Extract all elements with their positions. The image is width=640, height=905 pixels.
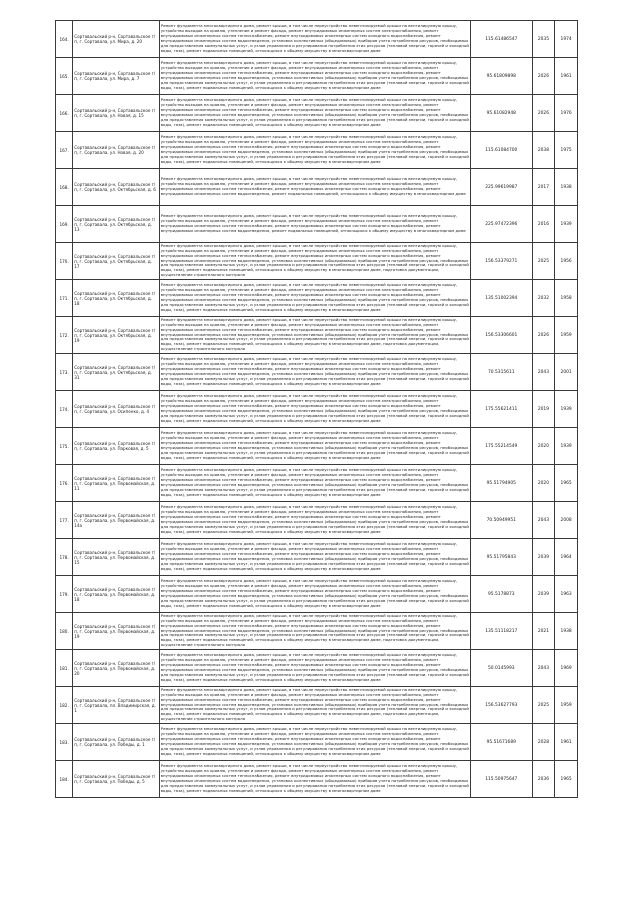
row-year-built: 1939 — [555, 391, 578, 428]
row-year-plan: 2039 — [532, 539, 555, 576]
row-works: Ремонт фундамента многоквартирного дома, ремонт крыши, в том числе переустройство невентилируемой крыши на вентилируемую крышу, устройство выходов на кровлю, утепление и ремонт фасада, ремонт внутридомовых инженерных систем электроснабжения, ремонт внутридомовых инженерных систем теплоснабжения, ремонт внутридомовых инженерных систем холодного водоснабжения, ремонт внутридомовых инженерных систем водоотведения, ремонт подвальных помещений, относящихся к общему имуществу в многоквартирном доме — [159, 169, 470, 206]
table-row — [56, 95, 578, 132]
row-number: 176. — [56, 465, 73, 502]
row-cost: 135.51118217 — [470, 613, 532, 650]
table-row — [56, 243, 578, 280]
row-number: 180. — [56, 613, 73, 650]
row-number: 165. — [56, 58, 73, 95]
row-number: 178. — [56, 539, 73, 576]
row-cost: 70.50949951 — [470, 502, 532, 539]
row-cost: 156.53379271 — [470, 243, 532, 280]
row-cost: 135.51002394 — [470, 280, 532, 317]
row-year-built: 1969 — [555, 650, 578, 687]
row-year-plan: 2020 — [532, 428, 555, 465]
row-number: 183. — [56, 724, 73, 761]
row-year-plan: 2020 — [532, 465, 555, 502]
row-number: 171. — [56, 280, 73, 317]
row-works: Ремонт фундамента многоквартирного дома, ремонт крыши, в том числе переустройство невентилируемой крыши на вентилируемую крышу, устройство выходов на кровлю, утепление и ремонт фасада, ремонт внутридомовых инженерных систем электроснабжения, ремонт внутридомовых инженерных систем теплоснабжения, ремонт внутридомовых инженерных систем холодного водоснабжения, ремонт внутридомовых инженерных систем водоотведения, ремонт подвальных помещений, относящихся к общему имуществу в многоквартирном доме — [159, 206, 470, 243]
table-body — [56, 21, 578, 798]
row-works: Ремонт фундамента многоквартирного дома, ремонт крыши, в том числе переустройство невентилируемой крыши на вентилируемую крышу, устройство выходов на кровлю, утепление и ремонт фасада, ремонт внутридомовых инженерных систем электроснабжения, ремонт внутридомовых инженерных систем теплоснабжения, ремонт внутридомовых инженерных систем холодного водоснабжения, ремонт внутридомовых инженерных систем водоотведения, установка коллективных (общедомовых) приборов учета потребления ресурсов, необходимых для предоставления коммунальных услуг, и узлов управления и регулирования потребления этих ресурсов (тепловой энергии, горячей и холодной воды, газа), ремонт подвальных помещений, относящихся к общему имуществу в многоквартирном доме — [159, 280, 470, 317]
row-year-plan: 2038 — [532, 132, 555, 169]
row-works: Ремонт фундамента многоквартирного дома, ремонт крыши, в том числе переустройство невентилируемой крыши на вентилируемую крышу, устройство выходов на кровлю, утепление и ремонт фасада, ремонт внутридомовых инженерных систем электроснабжения, ремонт внутридомовых инженерных систем теплоснабжения, ремонт внутридомовых инженерных систем холодного водоснабжения, ремонт внутридомовых инженерных систем водоотведения, установка коллективных (общедомовых) приборов учета потребления ресурсов, необходимых для предоставления коммунальных услуг, и узлов управления и регулирования потребления этих ресурсов (тепловой энергии, горячей и холодной воды, газа), ремонт подвальных помещений, относящихся к общему имуществу в многоквартирном доме, подготовка документации, осуществление строительного контроля — [159, 317, 470, 354]
row-year-built: 1958 — [555, 280, 578, 317]
row-address: Сортавальский р-н, Сортавальское г/п, г. Сортавала, ул. Первомайская, д. 15 — [73, 539, 159, 576]
row-number: 177. — [56, 502, 73, 539]
row-address: Сортавальский р-н, Сортавальское г/п, г. Сортавала, ул. Октябрьская, д. 19 — [73, 317, 159, 354]
row-year-plan: 2028 — [532, 724, 555, 761]
row-works: Ремонт фундамента многоквартирного дома, ремонт крыши, в том числе переустройство невентилируемой крыши на вентилируемую крышу, устройство выходов на кровлю, утепление и ремонт фасада, ремонт внутридомовых инженерных систем электроснабжения, ремонт внутридомовых инженерных систем теплоснабжения, ремонт внутридомовых инженерных систем холодного водоснабжения, ремонт внутридомовых инженерных систем водоотведения, установка коллективных (общедомовых) приборов учета потребления ресурсов, необходимых для предоставления коммунальных услуг, и узлов управления и регулирования потребления этих ресурсов (тепловой энергии, горячей и холодной воды, газа), ремонт подвальных помещений, относящихся к общему имуществу в многоквартирном доме — [159, 132, 470, 169]
row-number: 164. — [56, 21, 73, 58]
table-row — [56, 317, 578, 354]
row-year-built: 1964 — [555, 539, 578, 576]
row-address: Сортавальский р-н, Сортавальское г/п, г. Сортавала, ул. Первомайская, д. 11 — [73, 465, 159, 502]
table-row — [56, 21, 578, 58]
row-year-plan: 2019 — [532, 391, 555, 428]
row-year-built: 1961 — [555, 58, 578, 95]
table-row — [56, 132, 578, 169]
row-works: Ремонт фундамента многоквартирного дома, ремонт крыши, в том числе переустройство невентилируемой крыши на вентилируемую крышу, устройство выходов на кровлю, утепление и ремонт фасада, ремонт внутридомовых инженерных систем электроснабжения, ремонт внутридомовых инженерных систем теплоснабжения, ремонт внутридомовых инженерных систем холодного водоснабжения, ремонт внутридомовых инженерных систем водоотведения, установка коллективных (общедомовых) приборов учета потребления ресурсов, необходимых для предоставления коммунальных услуг, и узлов управления и регулирования потребления этих ресурсов (тепловой энергии, горячей и холодной воды, газа), ремонт подвальных помещений, относящихся к общему имуществу в многоквартирном доме — [159, 576, 470, 613]
row-address: Сортавальский р-н, Сортавальское г/п, г. Сортавала, ул. Первомайская, д. 19 — [73, 613, 159, 650]
row-works: Ремонт фундамента многоквартирного дома, ремонт крыши, в том числе переустройство невентилируемой крыши на вентилируемую крышу, устройство выходов на кровлю, утепление и ремонт фасада, ремонт внутридомовых инженерных систем электроснабжения, ремонт внутридомовых инженерных систем теплоснабжения, ремонт внутридомовых инженерных систем холодного водоснабжения, ремонт внутридомовых инженерных систем водоотведения, установка коллективных (общедомовых) приборов учета потребления ресурсов, необходимых для предоставления коммунальных услуг, и узлов управления и регулирования потребления этих ресурсов (тепловой энергии, горячей и холодной воды, газа), ремонт подвальных помещений, относящихся к общему имуществу в многоквартирном доме — [159, 465, 470, 502]
row-number: 167. — [56, 132, 73, 169]
row-works: Ремонт фундамента многоквартирного дома, ремонт крыши, в том числе переустройство невентилируемой крыши на вентилируемую крышу, устройство выходов на кровлю, утепление и ремонт фасада, ремонт внутридомовых инженерных систем электроснабжения, ремонт внутридомовых инженерных систем теплоснабжения, ремонт внутридомовых инженерных систем холодного водоснабжения, ремонт внутридомовых инженерных систем водоотведения, установка коллективных (общедомовых) приборов учета потребления ресурсов, необходимых для предоставления коммунальных услуг, и узлов управления и регулирования потребления этих ресурсов (тепловой энергии, горячей и холодной воды, газа), ремонт подвальных помещений, относящихся к общему имуществу в многоквартирном доме — [159, 761, 470, 798]
row-cost: 115.61486547 — [470, 21, 532, 58]
row-number: 168. — [56, 169, 73, 206]
table-row — [56, 354, 578, 391]
row-year-built: 1976 — [555, 95, 578, 132]
row-works: Ремонт фундамента многоквартирного дома, ремонт крыши, в том числе переустройство невентилируемой крыши на вентилируемую крышу, устройство выходов на кровлю, утепление и ремонт фасада, ремонт внутридомовых инженерных систем электроснабжения, ремонт внутридомовых инженерных систем теплоснабжения, ремонт внутридомовых инженерных систем холодного водоснабжения, ремонт внутридомовых инженерных систем водоотведения, установка коллективных (общедомовых) приборов учета потребления ресурсов, необходимых для предоставления коммунальных услуг, и узлов управления и регулирования потребления этих ресурсов (тепловой энергии, горячей и холодной воды, газа), ремонт подвальных помещений, относящихся к общему имуществу в многоквартирном доме — [159, 21, 470, 58]
row-year-built: 1959 — [555, 317, 578, 354]
row-number: 174. — [56, 391, 73, 428]
row-number: 166. — [56, 95, 73, 132]
row-address: Сортавальский р-н, Сортавальское г/п, г. Сортавала, ул. Октябрьская, д. 17 — [73, 243, 159, 280]
row-cost: 156.53306601 — [470, 317, 532, 354]
table-row — [56, 761, 578, 798]
row-works: Ремонт фундамента многоквартирного дома, ремонт крыши, в том числе переустройство невентилируемой крыши на вентилируемую крышу, устройство выходов на кровлю, утепление и ремонт фасада, ремонт внутридомовых инженерных систем электроснабжения, ремонт внутридомовых инженерных систем теплоснабжения, ремонт внутридомовых инженерных систем холодного водоснабжения, ремонт внутридомовых инженерных систем водоотведения, установка коллективных (общедомовых) приборов учета потребления ресурсов, необходимых для предоставления коммунальных услуг, и узлов управления и регулирования потребления этих ресурсов (тепловой энергии, горячей и холодной воды, газа), ремонт подвальных помещений, относящихся к общему имуществу в многоквартирном доме — [159, 539, 470, 576]
row-cost: 115.50975647 — [470, 761, 532, 798]
row-year-built: 1975 — [555, 132, 578, 169]
row-cost: 95.61809898 — [470, 58, 532, 95]
table-row — [56, 650, 578, 687]
row-year-plan: 2017 — [532, 169, 555, 206]
row-works: Ремонт фундамента многоквартирного дома, ремонт крыши, в том числе переустройство невентилируемой крыши на вентилируемую крышу, устройство выходов на кровлю, утепление и ремонт фасада, ремонт внутридомовых инженерных систем электроснабжения, ремонт внутридомовых инженерных систем теплоснабжения, ремонт внутридомовых инженерных систем холодного водоснабжения, ремонт внутридомовых инженерных систем водоотведения, установка коллективных (общедомовых) приборов учета потребления ресурсов, необходимых для предоставления коммунальных услуг, и узлов управления и регулирования потребления этих ресурсов (тепловой энергии, горячей и холодной воды, газа), ремонт подвальных помещений, относящихся к общему имуществу в многоквартирном доме, подготовка документации, осуществление строительного контроля — [159, 687, 470, 724]
row-cost: 95.61082948 — [470, 95, 532, 132]
row-works: Ремонт фундамента многоквартирного дома, ремонт крыши, в том числе переустройство невентилируемой крыши на вентилируемую крышу, устройство выходов на кровлю, утепление и ремонт фасада, ремонт внутридомовых инженерных систем электроснабжения, ремонт внутридомовых инженерных систем теплоснабжения, ремонт внутридомовых инженерных систем холодного водоснабжения, ремонт внутридомовых инженерных систем водоотведения, установка коллективных (общедомовых) приборов учета потребления ресурсов, необходимых для предоставления коммунальных услуг, и узлов управления и регулирования потребления этих ресурсов (тепловой энергии, горячей и холодной воды, газа), ремонт подвальных помещений, относящихся к общему имуществу в многоквартирном доме — [159, 58, 470, 95]
row-year-built: 1963 — [555, 576, 578, 613]
row-year-built: 2008 — [555, 502, 578, 539]
row-cost: 95.51794905 — [470, 465, 532, 502]
table-row — [56, 391, 578, 428]
table-row — [56, 576, 578, 613]
row-works: Ремонт фундамента многоквартирного дома, ремонт крыши, в том числе переустройство невентилируемой крыши на вентилируемую крышу, устройство выходов на кровлю, утепление и ремонт фасада, ремонт внутридомовых инженерных систем электроснабжения, ремонт внутридомовых инженерных систем теплоснабжения, ремонт внутридомовых инженерных систем холодного водоснабжения, ремонт внутридомовых инженерных систем водоотведения, установка коллективных (общедомовых) приборов учета потребления ресурсов, необходимых для предоставления коммунальных услуг, и узлов управления и регулирования потребления этих ресурсов (тепловой энергии, горячей и холодной воды, газа), ремонт подвальных помещений, относящихся к общему имуществу в многоквартирном доме, подготовка документации, осуществление строительного контроля — [159, 243, 470, 280]
row-works: Ремонт фундамента многоквартирного дома, ремонт крыши, в том числе переустройство невентилируемой крыши на вентилируемую крышу, устройство выходов на кровлю, утепление и ремонт фасада, ремонт внутридомовых инженерных систем электроснабжения, ремонт внутридомовых инженерных систем теплоснабжения, ремонт внутридомовых инженерных систем холодного водоснабжения, ремонт внутридомовых инженерных систем водоотведения, установка коллективных (общедомовых) приборов учета потребления ресурсов, необходимых для предоставления коммунальных услуг, и узлов управления и регулирования потребления этих ресурсов (тепловой энергии, горячей и холодной воды, газа), ремонт подвальных помещений, относящихся к общему имуществу в многоквартирном доме — [159, 391, 470, 428]
row-address: Сортавальский р-н, Сортавальское г/п, г. Сортавала, ул. Октябрьская, д. 6 — [73, 169, 159, 206]
row-cost: 225.97472396 — [470, 206, 532, 243]
table-row — [56, 428, 578, 465]
row-cost: 175.55621411 — [470, 391, 532, 428]
table-row — [56, 724, 578, 761]
row-address: Сортавальский р-н, Сортавальское г/п, г. Сортавала, ул. Первомайская, д. 20 — [73, 650, 159, 687]
row-works: Ремонт фундамента многоквартирного дома, ремонт крыши, в том числе переустройство невентилируемой крыши на вентилируемую крышу, устройство выходов на кровлю, утепление и ремонт фасада, ремонт внутридомовых инженерных систем электроснабжения, ремонт внутридомовых инженерных систем теплоснабжения, ремонт внутридомовых инженерных систем холодного водоснабжения, ремонт внутридомовых инженерных систем водоотведения, установка коллективных (общедомовых) приборов учета потребления ресурсов, необходимых для предоставления коммунальных услуг, и узлов управления и регулирования потребления этих ресурсов (тепловой энергии, горячей и холодной воды, газа), ремонт подвальных помещений, относящихся к общему имуществу в многоквартирном доме — [159, 724, 470, 761]
row-year-plan: 2016 — [532, 206, 555, 243]
row-address: Сортавальский р-н, Сортавальское г/п, г. Сортавала, ул. Первомайская, д. 18 — [73, 576, 159, 613]
row-address: Сортавальский р-н, Сортавальское г/п, г. Сортавала, ул. Первомайская, д. 14а — [73, 502, 159, 539]
row-year-plan: 2021 — [532, 613, 555, 650]
row-year-built: 1974 — [555, 21, 578, 58]
row-cost: 175.55214549 — [470, 428, 532, 465]
row-year-plan: 2026 — [532, 95, 555, 132]
row-cost: 70.5315611 — [470, 354, 532, 391]
row-address: Сортавальский р-н, Сортавальское г/п, г. Сортавала, ул. Парковая, д. 5 — [73, 428, 159, 465]
table-row — [56, 58, 578, 95]
table-row — [56, 280, 578, 317]
table-row — [56, 465, 578, 502]
row-cost: 95.51671689 — [470, 724, 532, 761]
row-number: 170. — [56, 243, 73, 280]
row-address: Сортавальский р-н, Сортавальское г/п, г. Сортавала, ул. Октябрьская, д. 13 — [73, 206, 159, 243]
row-number: 169. — [56, 206, 73, 243]
row-address: Сортавальский р-н, Сортавальское г/п, г. Сортавала, ул. Мира, д. 20 — [73, 21, 159, 58]
row-year-plan: 2026 — [532, 317, 555, 354]
row-cost: 225.99619987 — [470, 169, 532, 206]
row-year-plan: 2032 — [532, 280, 555, 317]
table-row — [56, 502, 578, 539]
row-year-plan: 2025 — [532, 687, 555, 724]
row-address: Сортавальский р-н, Сортавальское г/п, г. Сортавала, ул. Осипенко, д. 4 — [73, 391, 159, 428]
row-number: 182. — [56, 687, 73, 724]
table-row — [56, 687, 578, 724]
row-number: 173. — [56, 354, 73, 391]
row-address: Сортавальский р-н, Сортавальское г/п, г. Сортавала, ул. Мира, д. 7 — [73, 58, 159, 95]
table-row — [56, 169, 578, 206]
row-number: 179. — [56, 576, 73, 613]
row-year-plan: 2043 — [532, 650, 555, 687]
row-address: Сортавальский р-н, Сортавальское г/п, г. Сортавала, пл. Владимирская, д. 1 — [73, 687, 159, 724]
row-cost: 156.53627793 — [470, 687, 532, 724]
row-works: Ремонт фундамента многоквартирного дома, ремонт крыши, в том числе переустройство невентилируемой крыши на вентилируемую крышу, устройство выходов на кровлю, утепление и ремонт фасада, ремонт внутридомовых инженерных систем электроснабжения, ремонт внутридомовых инженерных систем теплоснабжения, ремонт внутридомовых инженерных систем холодного водоснабжения, ремонт внутридомовых инженерных систем водоотведения, установка коллективных (общедомовых) приборов учета потребления ресурсов, необходимых для предоставления коммунальных услуг, и узлов управления и регулирования потребления этих ресурсов (тепловой энергии, горячей и холодной воды, газа), ремонт подвальных помещений, относящихся к общему имуществу в многоквартирном доме — [159, 95, 470, 132]
row-year-built: 1965 — [555, 761, 578, 798]
row-works: Ремонт фундамента многоквартирного дома, ремонт крыши, в том числе переустройство невентилируемой крыши на вентилируемую крышу, устройство выходов на кровлю, утепление и ремонт фасада, ремонт внутридомовых инженерных систем электроснабжения, ремонт внутридомовых инженерных систем теплоснабжения, ремонт внутридомовых инженерных систем холодного водоснабжения, ремонт внутридомовых инженерных систем водоотведения, установка коллективных (общедомовых) приборов учета потребления ресурсов, необходимых для предоставления коммунальных услуг, и узлов управления и регулирования потребления этих ресурсов (тепловой энергии, горячей и холодной воды, газа), ремонт подвальных помещений, относящихся к общему имуществу в многоквартирном доме — [159, 428, 470, 465]
row-cost: 50.0145993 — [470, 650, 532, 687]
row-number: 172. — [56, 317, 73, 354]
row-address: Сортавальский р-н, Сортавальское г/п, г. Сортавала, ул. Победы, д. 1 — [73, 724, 159, 761]
table-row — [56, 613, 578, 650]
row-year-plan: 2025 — [532, 243, 555, 280]
row-cost: 95.51795843 — [470, 539, 532, 576]
row-year-plan: 2035 — [532, 21, 555, 58]
row-address: Сортавальский р-н, Сортавальское г/п, г. Сортавала, ул. Новая, д. 15 — [73, 95, 159, 132]
row-year-built: 2001 — [555, 354, 578, 391]
table-row — [56, 539, 578, 576]
row-address: Сортавальский р-н, Сортавальское г/п, г. Сортавала, ул. Октябрьская, д. 31 — [73, 354, 159, 391]
capital-repair-table — [55, 20, 578, 798]
row-year-plan: 2043 — [532, 354, 555, 391]
row-works: Ремонт фундамента многоквартирного дома, ремонт крыши, в том числе переустройство невентилируемой крыши на вентилируемую крышу, устройство выходов на кровлю, утепление и ремонт фасада, ремонт внутридомовых инженерных систем электроснабжения, ремонт внутридомовых инженерных систем теплоснабжения, ремонт внутридомовых инженерных систем холодного водоснабжения, ремонт внутридомовых инженерных систем водоотведения, установка коллективных (общедомовых) приборов учета потребления ресурсов, необходимых для предоставления коммунальных услуг, и узлов управления и регулирования потребления этих ресурсов (тепловой энергии, горячей и холодной воды, газа), ремонт подвальных помещений, относящихся к общему имуществу в многоквартирном доме — [159, 354, 470, 391]
row-number: 175. — [56, 428, 73, 465]
row-address: Сортавальский р-н, Сортавальское г/п, г. Сортавала, ул. Победы, д. 5 — [73, 761, 159, 798]
row-year-built: 1959 — [555, 687, 578, 724]
row-year-built: 1939 — [555, 428, 578, 465]
row-year-plan: 2026 — [532, 58, 555, 95]
row-year-built: 1938 — [555, 613, 578, 650]
row-year-built: 1939 — [555, 206, 578, 243]
row-year-built: 1965 — [555, 465, 578, 502]
row-works: Ремонт фундамента многоквартирного дома, ремонт крыши, в том числе переустройство невентилируемой крыши на вентилируемую крышу, устройство выходов на кровлю, утепление и ремонт фасада, ремонт внутридомовых инженерных систем электроснабжения, ремонт внутридомовых инженерных систем теплоснабжения, ремонт внутридомовых инженерных систем холодного водоснабжения, ремонт внутридомовых инженерных систем водоотведения, установка коллективных (общедомовых) приборов учета потребления ресурсов, необходимых для предоставления коммунальных услуг, и узлов управления и регулирования потребления этих ресурсов (тепловой энергии, горячей и холодной воды, газа), ремонт подвальных помещений, относящихся к общему имуществу в многоквартирном доме — [159, 502, 470, 539]
row-year-built: 1956 — [555, 243, 578, 280]
row-works: Ремонт фундамента многоквартирного дома, ремонт крыши, в том числе переустройство невентилируемой крыши на вентилируемую крышу, устройство выходов на кровлю, утепление и ремонт фасада, ремонт внутридомовых инженерных систем электроснабжения, ремонт внутридомовых инженерных систем теплоснабжения, ремонт внутридомовых инженерных систем холодного водоснабжения, ремонт внутридомовых инженерных систем водоотведения, установка коллективных (общедомовых) приборов учета потребления ресурсов, необходимых для предоставления коммунальных услуг, и узлов управления и регулирования потребления этих ресурсов (тепловой энергии, горячей и холодной воды, газа), ремонт подвальных помещений, относящихся к общему имуществу в многоквартирном доме, подготовка документации, осуществление строительного контроля — [159, 613, 470, 650]
row-number: 184. — [56, 761, 73, 798]
row-works: Ремонт фундамента многоквартирного дома, ремонт крыши, в том числе переустройство невентилируемой крыши на вентилируемую крышу, устройство выходов на кровлю, утепление и ремонт фасада, ремонт внутридомовых инженерных систем электроснабжения, ремонт внутридомовых инженерных систем теплоснабжения, ремонт внутридомовых инженерных систем холодного водоснабжения, ремонт внутридомовых инженерных систем водоотведения, установка коллективных (общедомовых) приборов учета потребления ресурсов, необходимых для предоставления коммунальных услуг, и узлов управления и регулирования потребления этих ресурсов (тепловой энергии, горячей и холодной воды, газа), ремонт подвальных помещений, относящихся к общему имуществу в многоквартирном доме — [159, 650, 470, 687]
row-number: 181. — [56, 650, 73, 687]
table-row — [56, 206, 578, 243]
row-year-plan: 2039 — [532, 576, 555, 613]
row-year-plan: 2043 — [532, 502, 555, 539]
row-year-built: 1938 — [555, 169, 578, 206]
row-cost: 95.5178873 — [470, 576, 532, 613]
row-year-plan: 2036 — [532, 761, 555, 798]
row-cost: 115.61084700 — [470, 132, 532, 169]
row-year-built: 1961 — [555, 724, 578, 761]
row-address: Сортавальский р-н, Сортавальское г/п, г. Сортавала, ул. Новая, д. 20 — [73, 132, 159, 169]
row-address: Сортавальский р-н, Сортавальское г/п, г. Сортавала, ул. Октябрьская, д. 18 — [73, 280, 159, 317]
